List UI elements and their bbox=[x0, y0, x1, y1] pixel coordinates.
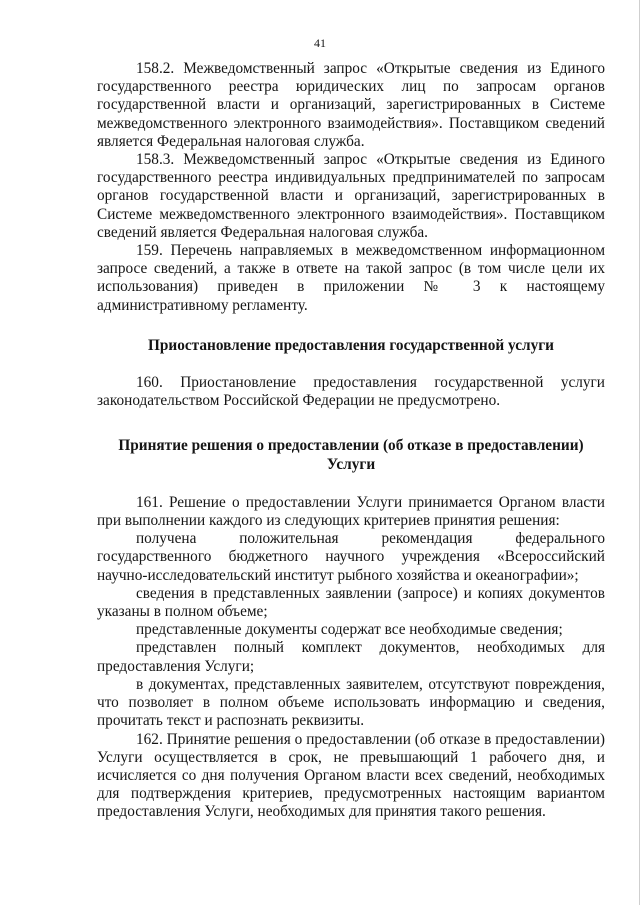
paragraph-161-criterion-documents-content: представленные документы содержат все необходимые сведения; bbox=[136, 621, 563, 639]
paragraph-158-2: 158.2. Межведомственный запрос «Открытые сведения из Единого государственного реестра юридических лиц по запросам органов государственной власти и организаций, зарегистрированных в Системе межведомственного электронного взаимодействия». Поставщиком сведений является Федеральная налоговая служба. bbox=[97, 60, 605, 150]
heading-suspension: Приостановление предоставления государственной услуги bbox=[148, 336, 554, 354]
paragraph-161-criterion-complete-info: сведения в представленных заявлении (запросе) и копиях документов указаны в полном объеме; bbox=[97, 584, 605, 621]
paragraph-161-criterion-recommendation: получена положительная рекомендация федерального государственного бюджетного научного учреждения «Всероссийский научно-исследовательский институт рыбного хозяйства и океанографии»; bbox=[97, 530, 605, 584]
paragraph-159: 159. Перечень направляемых в межведомственном информационном запросе сведений, а также в ответе на такой запрос (в том числе цели их использования) приведен в приложении № 3 к настоящему административному регламенту. bbox=[97, 242, 605, 314]
heading-decision bbox=[97, 437, 605, 473]
paragraph-161-criterion-no-damage: в документах, представленных заявителем, отсутствуют повреждения, что позволяет в полном объеме использовать информацию и сведения, прочитать текст и распознать реквизиты. bbox=[97, 675, 605, 730]
page-number: 41 bbox=[314, 36, 326, 50]
paragraph-161-criterion-full-set: представлен полный комплект документов, необходимых для предоставления Услуги; bbox=[97, 639, 605, 675]
heading-decision-line2: Услуги bbox=[326, 455, 376, 473]
heading-decision-line1: Принятие решения о предоставлении (об отказе в предоставлении) bbox=[118, 437, 584, 455]
paragraph-158-3: 158.3. Межведомственный запрос «Открытые сведения из Единого государственного реестра индивидуальных предпринимателей по запросам органов государственной власти и организаций, зарегистрированных в Системе межведомственного электронного взаимодействия». Поставщиком сведений является Федеральная налоговая служба. bbox=[97, 151, 605, 241]
paragraph-162: 162. Принятие решения о предоставлении (об отказе в предоставлении) Услуги осуществляется в срок, не превышающий 1 рабочего дня, и исчисляется со дня получения Органом власти всех сведений, необходимых для подтверждения критериев, предусмотренных настоящим вариантом предоставления Услуги, необходимых для принятия такого решения. bbox=[97, 730, 605, 821]
paragraph-160: 160. Приостановление предоставления государственной услуги законодательством Российской Федерации не предусмотрено. bbox=[97, 374, 605, 410]
document-body bbox=[97, 60, 605, 822]
paragraph-161: 161. Решение о предоставлении Услуги принимается Органом власти при выполнении каждого из следующих критериев принятия решения: bbox=[97, 493, 605, 530]
